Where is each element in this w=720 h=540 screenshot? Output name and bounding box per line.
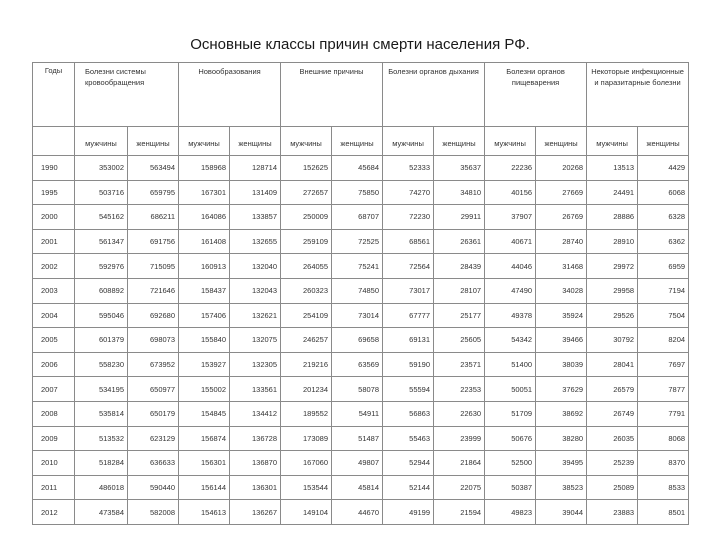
table-row: [33, 278, 689, 303]
value-cell: 50051: [485, 377, 536, 402]
value-cell: 128714: [230, 156, 281, 181]
value-cell: 51487: [332, 426, 383, 451]
value-cell: 27669: [536, 180, 587, 205]
value-cell: 156874: [179, 426, 230, 451]
value-cell: 28910: [587, 229, 638, 254]
year-cell: 2010: [33, 451, 75, 476]
table-row: [33, 451, 689, 476]
value-cell: 623129: [128, 426, 179, 451]
value-cell: 158437: [179, 278, 230, 303]
value-cell: 534195: [75, 377, 128, 402]
value-cell: 563494: [128, 156, 179, 181]
value-cell: 54911: [332, 401, 383, 426]
value-cell: 49199: [383, 500, 434, 525]
value-cell: 156301: [179, 451, 230, 476]
value-cell: 56863: [383, 401, 434, 426]
value-cell: 34028: [536, 278, 587, 303]
value-cell: 28107: [434, 278, 485, 303]
value-cell: 25177: [434, 303, 485, 328]
value-cell: 37907: [485, 205, 536, 230]
value-cell: 55463: [383, 426, 434, 451]
value-cell: 161408: [179, 229, 230, 254]
value-cell: 7194: [638, 278, 689, 303]
year-cell: 1995: [33, 180, 75, 205]
table-row: [33, 254, 689, 279]
value-cell: 503716: [75, 180, 128, 205]
value-cell: 23571: [434, 352, 485, 377]
value-cell: 650179: [128, 401, 179, 426]
page-title: Основные классы причин смерти населения РФ.: [190, 36, 530, 53]
value-cell: 50387: [485, 475, 536, 500]
value-cell: 13513: [587, 156, 638, 181]
value-cell: 8370: [638, 451, 689, 476]
table-row: [33, 303, 689, 328]
value-cell: 21594: [434, 500, 485, 525]
table-row: [33, 475, 689, 500]
value-cell: 52144: [383, 475, 434, 500]
value-cell: 715095: [128, 254, 179, 279]
value-cell: 158968: [179, 156, 230, 181]
value-cell: 160913: [179, 254, 230, 279]
value-cell: 21864: [434, 451, 485, 476]
value-cell: 28041: [587, 352, 638, 377]
value-cell: 31468: [536, 254, 587, 279]
value-cell: 535814: [75, 401, 128, 426]
value-cell: 7697: [638, 352, 689, 377]
value-cell: 59190: [383, 352, 434, 377]
value-cell: 8204: [638, 328, 689, 353]
value-cell: 132655: [230, 229, 281, 254]
value-cell: 561347: [75, 229, 128, 254]
value-cell: 8533: [638, 475, 689, 500]
value-cell: 131409: [230, 180, 281, 205]
year-cell: 2000: [33, 205, 75, 230]
value-cell: 22630: [434, 401, 485, 426]
men-header: мужчины: [587, 127, 638, 156]
value-cell: 74850: [332, 278, 383, 303]
value-cell: 8068: [638, 426, 689, 451]
value-cell: 132621: [230, 303, 281, 328]
value-cell: 40671: [485, 229, 536, 254]
value-cell: 35637: [434, 156, 485, 181]
value-cell: 4429: [638, 156, 689, 181]
value-cell: 69658: [332, 328, 383, 353]
women-header: женщины: [536, 127, 587, 156]
value-cell: 52944: [383, 451, 434, 476]
year-cell: 2008: [33, 401, 75, 426]
value-cell: 513532: [75, 426, 128, 451]
value-cell: 154613: [179, 500, 230, 525]
table-row: [33, 229, 689, 254]
year-cell: 2006: [33, 352, 75, 377]
table-row: [33, 377, 689, 402]
value-cell: 254109: [281, 303, 332, 328]
value-cell: 23883: [587, 500, 638, 525]
women-header: женщины: [332, 127, 383, 156]
group-header-circulatory: Болезни системы кровообращения: [75, 63, 179, 127]
table-row: [33, 401, 689, 426]
value-cell: 29972: [587, 254, 638, 279]
value-cell: 22353: [434, 377, 485, 402]
value-cell: 608892: [75, 278, 128, 303]
value-cell: 29958: [587, 278, 638, 303]
years-header: Годы: [33, 63, 75, 127]
value-cell: 38692: [536, 401, 587, 426]
value-cell: 7877: [638, 377, 689, 402]
value-cell: 8501: [638, 500, 689, 525]
value-cell: 157406: [179, 303, 230, 328]
value-cell: 28439: [434, 254, 485, 279]
value-cell: 68561: [383, 229, 434, 254]
value-cell: 153927: [179, 352, 230, 377]
group-header-row: [33, 63, 689, 127]
value-cell: 590440: [128, 475, 179, 500]
women-header: женщины: [230, 127, 281, 156]
value-cell: 473584: [75, 500, 128, 525]
value-cell: 149104: [281, 500, 332, 525]
value-cell: 28886: [587, 205, 638, 230]
value-cell: 133857: [230, 205, 281, 230]
men-header: мужчины: [281, 127, 332, 156]
sex-header-row: [33, 127, 689, 156]
value-cell: 44046: [485, 254, 536, 279]
value-cell: 659795: [128, 180, 179, 205]
value-cell: 153544: [281, 475, 332, 500]
year-cell: 2012: [33, 500, 75, 525]
year-cell: 2011: [33, 475, 75, 500]
value-cell: 49823: [485, 500, 536, 525]
value-cell: 259109: [281, 229, 332, 254]
value-cell: 686211: [128, 205, 179, 230]
value-cell: 51709: [485, 401, 536, 426]
value-cell: 45684: [332, 156, 383, 181]
value-cell: 692680: [128, 303, 179, 328]
value-cell: 73014: [332, 303, 383, 328]
value-cell: 7504: [638, 303, 689, 328]
value-cell: 173089: [281, 426, 332, 451]
value-cell: 558230: [75, 352, 128, 377]
value-cell: 47490: [485, 278, 536, 303]
value-cell: 25605: [434, 328, 485, 353]
women-header: женщины: [434, 127, 485, 156]
value-cell: 45814: [332, 475, 383, 500]
value-cell: 136728: [230, 426, 281, 451]
value-cell: 155002: [179, 377, 230, 402]
value-cell: 246257: [281, 328, 332, 353]
value-cell: 35924: [536, 303, 587, 328]
value-cell: 58078: [332, 377, 383, 402]
value-cell: 24491: [587, 180, 638, 205]
value-cell: 595046: [75, 303, 128, 328]
value-cell: 189552: [281, 401, 332, 426]
year-cell: 1990: [33, 156, 75, 181]
value-cell: 52500: [485, 451, 536, 476]
value-cell: 7791: [638, 401, 689, 426]
value-cell: 39466: [536, 328, 587, 353]
value-cell: 38523: [536, 475, 587, 500]
value-cell: 39044: [536, 500, 587, 525]
value-cell: 698073: [128, 328, 179, 353]
value-cell: 264055: [281, 254, 332, 279]
men-header: мужчины: [75, 127, 128, 156]
group-header-external: Внешние причины: [281, 63, 383, 127]
value-cell: 28740: [536, 229, 587, 254]
value-cell: 68707: [332, 205, 383, 230]
table-body: [33, 156, 689, 525]
value-cell: 75850: [332, 180, 383, 205]
value-cell: 132040: [230, 254, 281, 279]
value-cell: 601379: [75, 328, 128, 353]
value-cell: 134412: [230, 401, 281, 426]
value-cell: 38280: [536, 426, 587, 451]
value-cell: 486018: [75, 475, 128, 500]
value-cell: 30792: [587, 328, 638, 353]
value-cell: 6362: [638, 229, 689, 254]
value-cell: 75241: [332, 254, 383, 279]
value-cell: 25089: [587, 475, 638, 500]
group-header-neoplasms: Новообразования: [179, 63, 281, 127]
value-cell: 29911: [434, 205, 485, 230]
table-row: [33, 500, 689, 525]
value-cell: 74270: [383, 180, 434, 205]
value-cell: 51400: [485, 352, 536, 377]
value-cell: 55594: [383, 377, 434, 402]
value-cell: 50676: [485, 426, 536, 451]
men-header: мужчины: [383, 127, 434, 156]
table-row: [33, 180, 689, 205]
value-cell: 156144: [179, 475, 230, 500]
year-cell: 2003: [33, 278, 75, 303]
value-cell: 132075: [230, 328, 281, 353]
value-cell: 49807: [332, 451, 383, 476]
value-cell: 20268: [536, 156, 587, 181]
value-cell: 152625: [281, 156, 332, 181]
value-cell: 26769: [536, 205, 587, 230]
value-cell: 54342: [485, 328, 536, 353]
women-header: женщины: [638, 127, 689, 156]
value-cell: 29526: [587, 303, 638, 328]
table-row: [33, 328, 689, 353]
year-cell: 2005: [33, 328, 75, 353]
value-cell: 518284: [75, 451, 128, 476]
value-cell: 6328: [638, 205, 689, 230]
value-cell: 353002: [75, 156, 128, 181]
group-header-digestive: Болезни органов пищеварения: [485, 63, 587, 127]
men-header: мужчины: [179, 127, 230, 156]
value-cell: 136870: [230, 451, 281, 476]
value-cell: 67777: [383, 303, 434, 328]
value-cell: 167301: [179, 180, 230, 205]
value-cell: 73017: [383, 278, 434, 303]
value-cell: 219216: [281, 352, 332, 377]
year-cell: 2004: [33, 303, 75, 328]
empty-cell: [33, 127, 75, 156]
value-cell: 26361: [434, 229, 485, 254]
value-cell: 155840: [179, 328, 230, 353]
value-cell: 250009: [281, 205, 332, 230]
value-cell: 167060: [281, 451, 332, 476]
value-cell: 52333: [383, 156, 434, 181]
year-cell: 2002: [33, 254, 75, 279]
men-header: мужчины: [485, 127, 536, 156]
value-cell: 69131: [383, 328, 434, 353]
value-cell: 650977: [128, 377, 179, 402]
year-cell: 2007: [33, 377, 75, 402]
value-cell: 133561: [230, 377, 281, 402]
value-cell: 721646: [128, 278, 179, 303]
value-cell: 545162: [75, 205, 128, 230]
value-cell: 132043: [230, 278, 281, 303]
table-row: [33, 205, 689, 230]
value-cell: 72230: [383, 205, 434, 230]
value-cell: 154845: [179, 401, 230, 426]
value-cell: 34810: [434, 180, 485, 205]
value-cell: 26579: [587, 377, 638, 402]
value-cell: 136267: [230, 500, 281, 525]
value-cell: 49378: [485, 303, 536, 328]
value-cell: 592976: [75, 254, 128, 279]
value-cell: 38039: [536, 352, 587, 377]
value-cell: 636633: [128, 451, 179, 476]
value-cell: 39495: [536, 451, 587, 476]
value-cell: 26035: [587, 426, 638, 451]
group-header-infectious: Некоторые инфекционные и паразитарные болезни: [587, 63, 689, 127]
value-cell: 22075: [434, 475, 485, 500]
value-cell: 6959: [638, 254, 689, 279]
table-row: [33, 426, 689, 451]
value-cell: 22236: [485, 156, 536, 181]
value-cell: 63569: [332, 352, 383, 377]
value-cell: 26749: [587, 401, 638, 426]
year-cell: 2009: [33, 426, 75, 451]
value-cell: 37629: [536, 377, 587, 402]
value-cell: 72525: [332, 229, 383, 254]
value-cell: 582008: [128, 500, 179, 525]
group-header-respiratory: Болезни органов дыхания: [383, 63, 485, 127]
value-cell: 6068: [638, 180, 689, 205]
value-cell: 40156: [485, 180, 536, 205]
value-cell: 201234: [281, 377, 332, 402]
value-cell: 72564: [383, 254, 434, 279]
value-cell: 44670: [332, 500, 383, 525]
value-cell: 23999: [434, 426, 485, 451]
table-row: [33, 352, 689, 377]
value-cell: 673952: [128, 352, 179, 377]
table-row: [33, 156, 689, 181]
value-cell: 260323: [281, 278, 332, 303]
value-cell: 132305: [230, 352, 281, 377]
value-cell: 691756: [128, 229, 179, 254]
value-cell: 136301: [230, 475, 281, 500]
causes-of-death-table: [32, 62, 689, 525]
value-cell: 25239: [587, 451, 638, 476]
value-cell: 164086: [179, 205, 230, 230]
year-cell: 2001: [33, 229, 75, 254]
value-cell: 272657: [281, 180, 332, 205]
women-header: женщины: [128, 127, 179, 156]
